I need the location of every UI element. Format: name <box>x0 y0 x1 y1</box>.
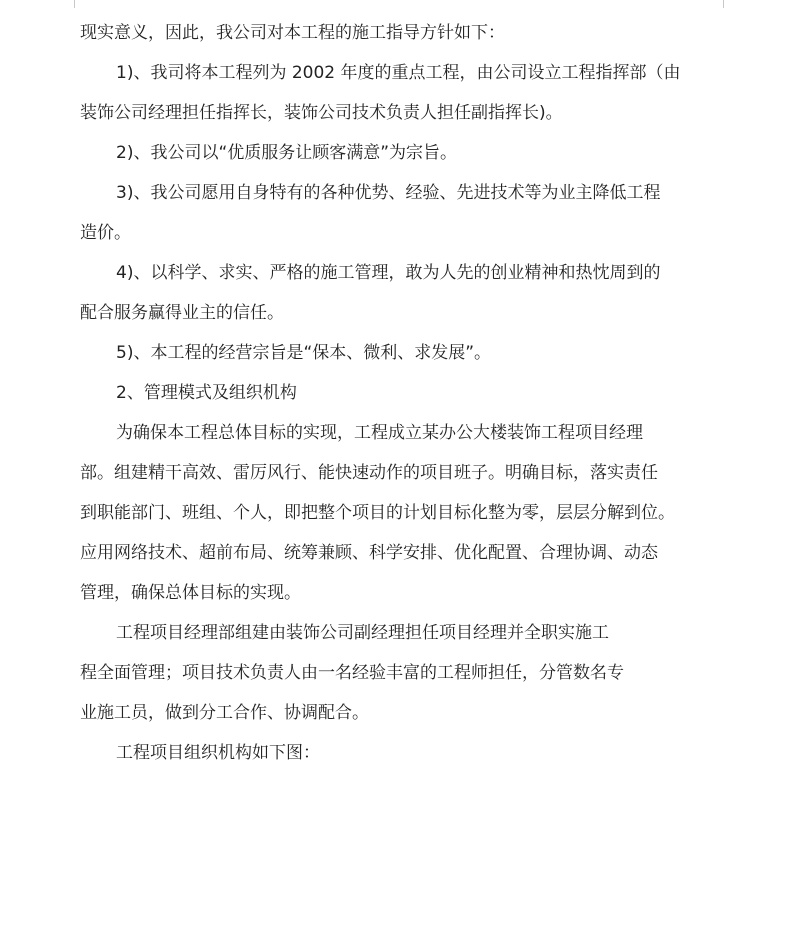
text-line: 部。组建精干高效、雷厉风行、能快速动作的项目班子。明确目标，落实责任 <box>80 463 658 483</box>
document-body <box>80 13 720 773</box>
text-line: 2)、我公司以“优质服务让顾客满意”为宗旨。 <box>116 143 458 163</box>
paragraph-item-2 <box>80 133 720 173</box>
paragraph-intro <box>80 13 720 53</box>
text-line: 应用网络技术、超前布局、统筹兼顾、科学安排、优化配置、合理协调、动态 <box>80 543 658 563</box>
paragraph-project-department <box>80 413 720 613</box>
text-line: 1)、我司将本工程列为 2002 年度的重点工程，由公司设立工程指挥部（由 <box>116 63 681 83</box>
text-line: 造价。 <box>80 223 131 243</box>
text-line: 程全面管理；项目技术负责人由一名经验丰富的工程师担任，分管数名专 <box>80 663 624 683</box>
section-heading-management <box>80 373 720 413</box>
text-line: 到职能部门、班组、个人，即把整个项目的计划目标化整为零，层层分解到位。 <box>80 503 675 523</box>
text-line: 配合服务赢得业主的信任。 <box>80 303 284 323</box>
paragraph-item-3 <box>80 173 720 253</box>
paragraph-item-4 <box>80 253 720 333</box>
text-line: 2、管理模式及组织机构 <box>116 383 297 403</box>
text-line: 3)、我公司愿用自身特有的各种优势、经验、先进技术等为业主降低工程 <box>116 183 661 203</box>
paragraph-project-manager <box>80 613 720 733</box>
paragraph-org-chart-intro <box>80 733 720 773</box>
paragraph-item-5 <box>80 333 720 373</box>
text-line: 装饰公司经理担任指挥长，装饰公司技术负责人担任副指挥长)。 <box>80 103 563 123</box>
text-line: 4)、以科学、求实、严格的施工管理，敢为人先的创业精神和热忱周到的 <box>116 263 661 283</box>
page-corner-mark-right <box>723 0 746 8</box>
text-line: 管理，确保总体目标的实现。 <box>80 583 301 603</box>
text-line: 为确保本工程总体目标的实现，工程成立某办公大楼装饰工程项目经理 <box>116 423 643 443</box>
paragraph-item-1 <box>80 53 720 133</box>
text-line: 5)、本工程的经营宗旨是“保本、微利、求发展”。 <box>116 343 492 363</box>
page-corner-mark-left <box>52 0 75 8</box>
text-line: 业施工员，做到分工合作、协调配合。 <box>80 703 369 723</box>
text-line: 现实意义，因此，我公司对本工程的施工指导方针如下： <box>80 23 505 43</box>
text-line: 工程项目组织机构如下图： <box>116 743 320 763</box>
text-line: 工程项目经理部组建由装饰公司副经理担任项目经理并全职实施工 <box>116 623 609 643</box>
